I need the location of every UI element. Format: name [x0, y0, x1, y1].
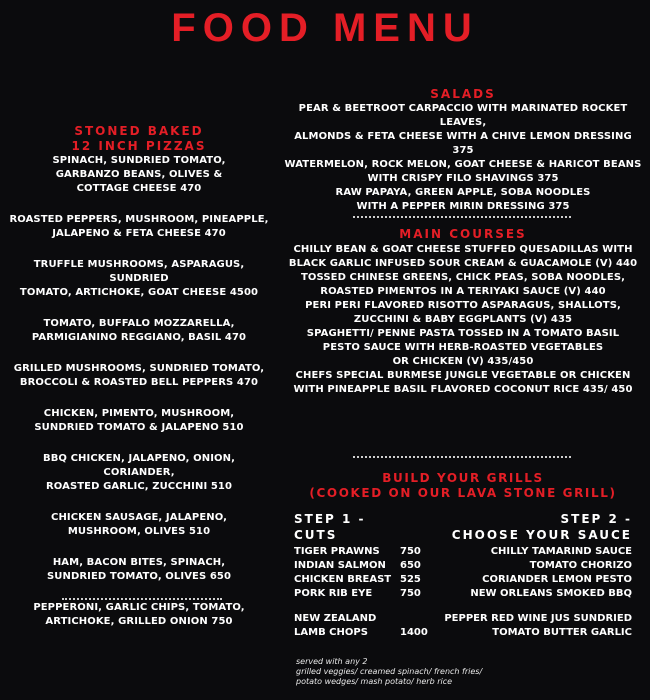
cut-price: 650 [400, 560, 421, 571]
sauces-list [470, 545, 632, 601]
list-item [294, 587, 440, 601]
cut-name: NEW ZEALAND [294, 613, 377, 624]
pizza-item: HAM, BACON BITES, SPINACH, SUNDRIED TOMATO, OLIVES 650 [46, 557, 232, 582]
list-item [294, 573, 440, 587]
cut-name: TIGER PRAWNS [294, 546, 380, 557]
list-item: NEW ORLEANS SMOKED BBQ [470, 588, 632, 599]
pizza-divider [62, 598, 222, 600]
pizza-heading-line2: 12 INCH PIZZAS [71, 139, 207, 153]
list-item [294, 559, 440, 573]
salads-divider [353, 216, 571, 218]
list-item: CORIANDER LEMON PESTO [482, 574, 632, 585]
step1-heading: STEP 1 - CUTS [294, 512, 366, 542]
salad-item: WATERMELON, ROCK MELON, GOAT CHEESE & HARICOT BEANS WITH CRISPY FILO SHAVINGS 375 [284, 159, 642, 184]
main-course-item: CHILLY BEAN & GOAT CHEESE STUFFED QUESADILLAS WITH BLACK GARLIC INFUSED SOUR CREAM & GUACAMOLE (V) 440 [288, 244, 638, 269]
pizza-heading-line1: STONED BAKED [74, 124, 204, 138]
cuts-list [294, 545, 440, 601]
main-courses-section-header [282, 227, 644, 242]
list-item: TOMATO CHORIZO [529, 560, 632, 571]
main-course-item: CHEFS SPECIAL BURMESE JUNGLE VEGETABLE OR CHICKEN WITH PINEAPPLE BASIL FLAVORED COCONUT RICE 435/ 450 [293, 370, 633, 395]
pizza-item: TOMATO, BUFFALO MOZZARELLA, PARMIGIANINO REGGIANO, BASIL 470 [31, 318, 247, 343]
pizza-item: TRUFFLE MUSHROOMS, ASPARAGUS, SUNDRIED TOMATO, ARTICHOKE, GOAT CHEESE 4500 [19, 259, 259, 298]
cut-extra [294, 612, 440, 640]
grills-heading-line2: (COOKED ON OUR LAVA STONE GRILL) [309, 486, 617, 500]
list-item [294, 545, 440, 559]
cut-name: CHICKEN BREAST [294, 574, 392, 585]
main-courses-section [282, 243, 644, 397]
pizza-item: ROASTED PEPPERS, MUSHROOM, PINEAPPLE, JALAPENO & FETA CHEESE 470 [9, 214, 269, 239]
salads-heading: SALADS [430, 87, 496, 101]
main-course-item: SPAGHETTI/ PENNE PASTA TOSSED IN A TOMATO BASIL PESTO SAUCE WITH HERB-ROASTED VEGETABLES OR CHICKEN (V) 435/450 [306, 328, 620, 367]
salads-section [282, 102, 644, 214]
served-with-note: served with any 2 grilled veggies/ creamed spinach/ french fries/ potato wedges/ mash potato/ herb rice [296, 657, 483, 686]
menu-title: FOOD MENU [171, 6, 479, 50]
main-courses-heading: MAIN COURSES [399, 227, 527, 241]
cut-price: 1400 [400, 627, 428, 638]
cut-price: 525 [400, 574, 421, 585]
pizza-item: SPINACH, SUNDRIED TOMATO, GARBANZO BEANS, OLIVES & COTTAGE CHEESE 470 [52, 155, 226, 194]
pizza-item: PEPPERONI, GARLIC CHIPS, TOMATO, ARTICHOKE, GRILLED ONION 750 [33, 602, 245, 627]
cut-price: 750 [400, 588, 421, 599]
pizza-item: CHICKEN, PIMENTO, MUSHROOM, SUNDRIED TOMATO & JALAPENO 510 [34, 408, 244, 433]
cut-name: INDIAN SALMON [294, 560, 386, 571]
pizza-item: GRILLED MUSHROOMS, SUNDRIED TOMATO, BROCCOLI & ROASTED BELL PEPPERS 470 [13, 363, 265, 388]
cut-name: PORK RIB EYE [294, 588, 373, 599]
sauce-extra: PEPPER RED WINE JUS SUNDRIED TOMATO BUTTER GARLIC [444, 613, 632, 638]
pizza-section [8, 124, 270, 629]
pizza-item: BBQ CHICKEN, JALAPENO, ONION, CORIANDER, ROASTED GARLIC, ZUCCHINI 510 [42, 453, 236, 492]
main-courses-divider [353, 456, 571, 458]
main-course-item: PERI PERI FLAVORED RISOTTO ASPARAGUS, SHALLOTS, ZUCCHINI & BABY EGGPLANTS (V) 435 [305, 300, 621, 325]
grills-heading-line1: BUILD YOUR GRILLS [382, 471, 544, 485]
cut-name: LAMB CHOPS [294, 627, 368, 638]
salad-item: RAW PAPAYA, GREEN APPLE, SOBA NOODLES WITH A PEPPER MIRIN DRESSING 375 [335, 187, 591, 212]
salads-section-header [282, 87, 644, 102]
pizza-item: CHICKEN SAUSAGE, JALAPENO, MUSHROOM, OLIVES 510 [51, 512, 227, 537]
grills-section-header [282, 471, 644, 501]
step2-heading: STEP 2 - CHOOSE YOUR SAUCE [451, 512, 632, 542]
cut-price: 750 [400, 546, 421, 557]
main-course-item: TOSSED CHINESE GREENS, CHICK PEAS, SOBA NOODLES, ROASTED PIMENTOS IN A TERIYAKI SAUCE (V) 440 [300, 272, 626, 297]
list-item: CHILLY TAMARIND SAUCE [490, 546, 632, 557]
salad-item: PEAR & BEETROOT CARPACCIO WITH MARINATED ROCKET LEAVES, ALMONDS & FETA CHEESE WITH A CHIVE LEMON DRESSING 375 [294, 103, 632, 156]
